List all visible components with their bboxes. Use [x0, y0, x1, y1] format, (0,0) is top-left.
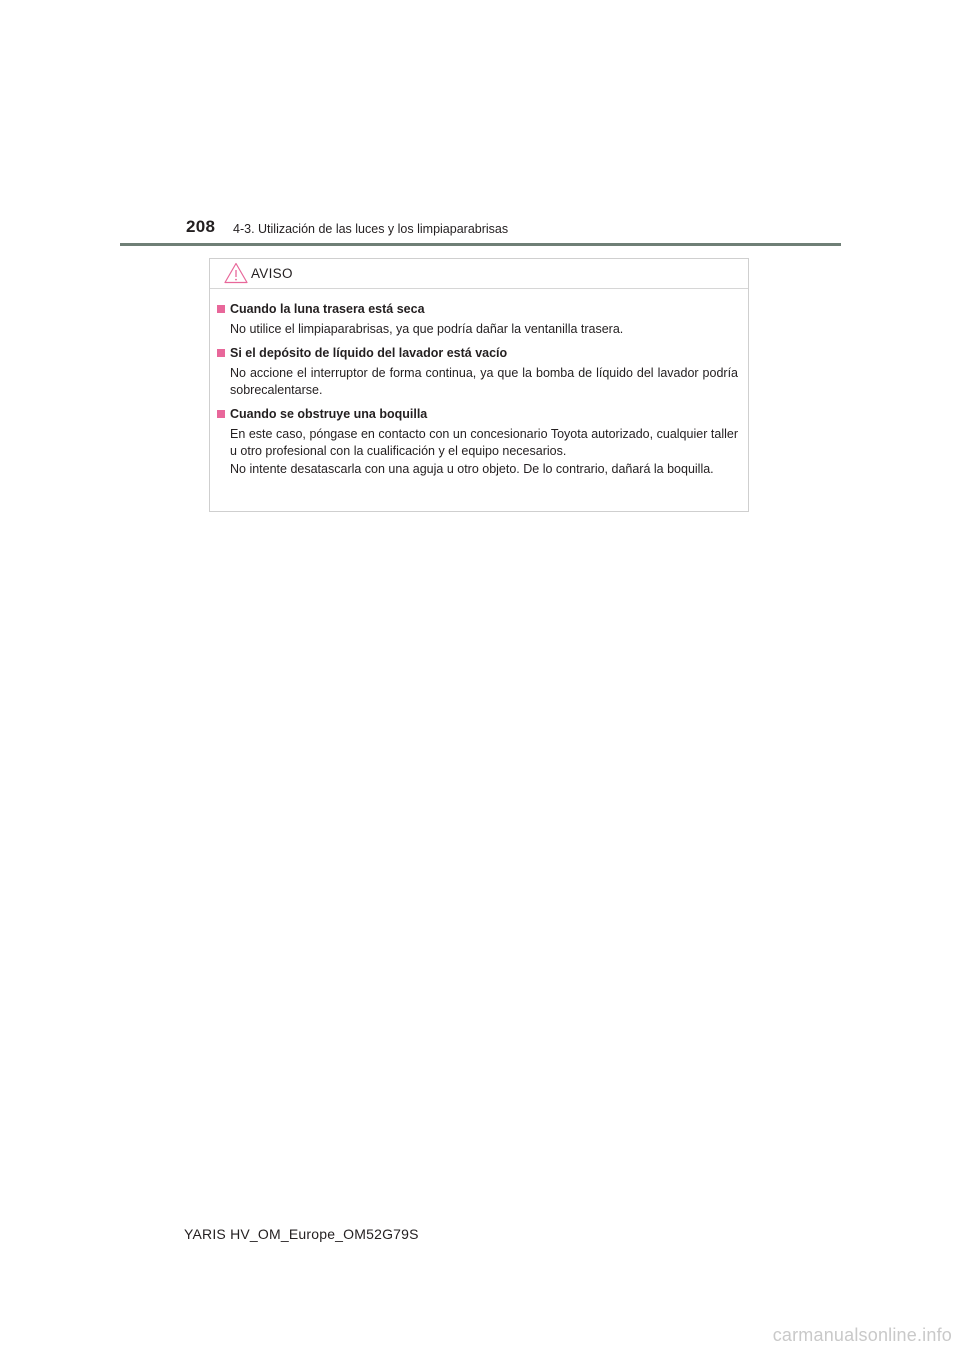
- square-bullet-icon: [217, 349, 225, 357]
- warning-header: [210, 259, 748, 289]
- item-paragraph: No utilice el limpiaparabrisas, ya que podría dañar la ventanilla trasera.: [230, 322, 624, 336]
- item-heading-text: Cuando se obstruye una boquilla: [230, 406, 428, 421]
- section-title: 4-3. Utilización de las luces y los limpiaparabrisas: [233, 222, 509, 236]
- warning-item: [217, 406, 738, 479]
- item-heading: [217, 345, 738, 361]
- item-paragraph: En este caso, póngase en contacto con un concesionario Toyota autorizado, cualquier taller u otro profesional con la cualificación y el equipo necesarios.: [230, 426, 738, 458]
- item-heading-text: Si el depósito de líquido del lavador está vacío: [230, 345, 508, 360]
- item-heading: [217, 301, 738, 317]
- item-heading-text: Cuando la luna trasera está seca: [230, 302, 425, 316]
- item-heading: [217, 406, 738, 422]
- watermark: carmanualsonline.info: [772, 1325, 952, 1345]
- square-bullet-icon: [217, 410, 225, 418]
- item-text: [230, 321, 738, 339]
- item-text: [230, 426, 738, 479]
- item-text: [230, 365, 738, 400]
- item-paragraph: No accione el interruptor de forma continua, ya que la bomba de líquido del lavador podría sobrecalentarse.: [230, 365, 738, 397]
- warning-box: [209, 258, 749, 512]
- header-rule: [120, 243, 841, 246]
- warning-item: [217, 345, 738, 400]
- warning-title: AVISO: [251, 266, 293, 281]
- footer-document-code: YARIS HV_OM_Europe_OM52G79S: [184, 1226, 419, 1242]
- warning-item: [217, 301, 738, 339]
- item-paragraph: No intente desatascarla con una aguja u otro objeto. De lo contrario, dañará la boquilla.: [230, 461, 714, 476]
- page-number: 208: [186, 217, 216, 236]
- warning-body: [217, 301, 738, 484]
- square-bullet-icon: [217, 305, 225, 313]
- warning-triangle-icon: [224, 262, 248, 284]
